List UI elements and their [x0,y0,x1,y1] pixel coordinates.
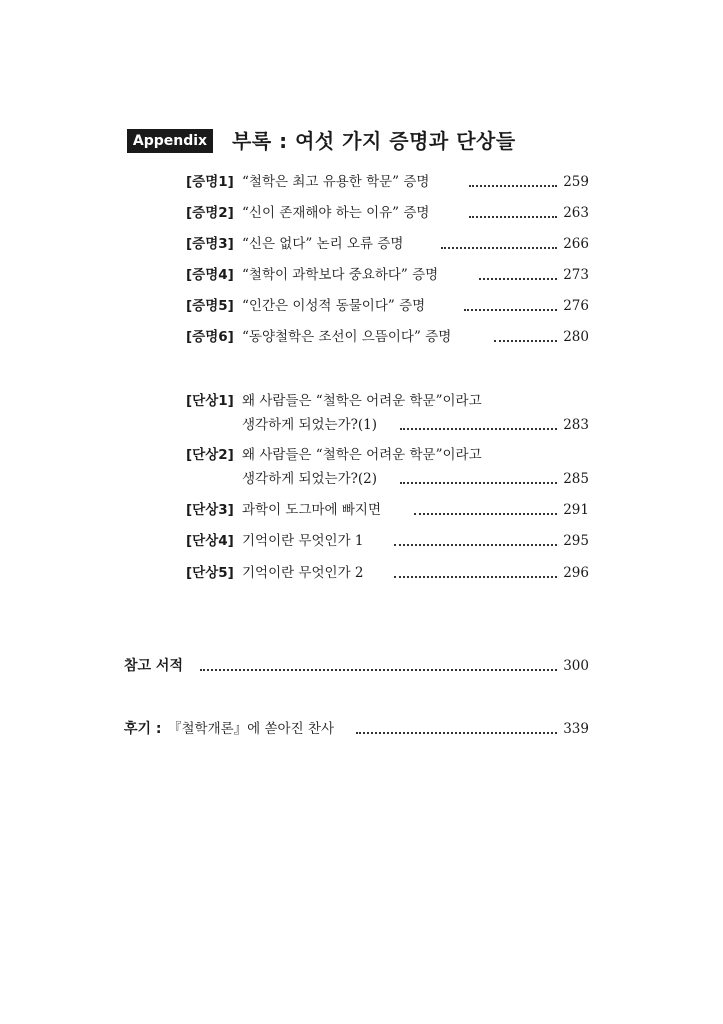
entry-page: 273 [563,267,589,283]
entry-page: 283 [563,417,589,433]
leader-dots [394,544,557,546]
leader-dots [494,340,557,342]
leader-dots [479,278,557,280]
leader-dots [469,216,557,218]
entry-label: [증명2] [186,205,234,221]
entry-page: 339 [563,721,589,737]
toc-entry-thought-1[interactable] [186,389,589,439]
leader-dots [356,732,557,734]
leader-dots [441,247,557,249]
entry-label: [증명4] [186,267,234,283]
toc-entry-thought-2[interactable] [186,443,589,493]
entry-label: [단상2] [186,447,234,463]
entry-label: [증명6] [186,329,234,345]
toc-entry-thought-4[interactable] [186,529,589,553]
entry-page: 295 [563,533,589,549]
toc-entry-proof-1[interactable] [186,170,589,194]
toc-entry-proof-6[interactable] [186,325,589,349]
entry-title-line1: 왜 사람들은 “철학은 어려운 학문”이라고 [242,447,482,463]
entry-title: “철학이 과학보다 중요하다” 증명 [242,267,439,283]
leader-dots [464,309,557,311]
leader-dots [400,482,557,484]
entry-page: 259 [563,174,589,190]
entry-title: “동양철학은 조선이 으뜸이다” 증명 [242,329,452,345]
toc-entry-thought-3[interactable] [186,498,589,522]
entry-title-line2: 생각하게 되었는가?(2) [242,471,377,487]
entry-page: 285 [563,471,589,487]
appendix-badge: Appendix [127,129,213,153]
leader-dots [394,576,557,578]
entry-title: “신은 없다” 논리 오류 증명 [242,236,404,252]
appendix-header [127,127,527,159]
entry-page: 280 [563,329,589,345]
toc-entry-proof-3[interactable] [186,232,589,256]
entry-label: [단상3] [186,502,234,518]
toc-entry-proof-4[interactable] [186,263,589,287]
entry-title-line2: 생각하게 되었는가?(1) [242,417,377,433]
entry-page: 276 [563,298,589,314]
entry-title-line1: 왜 사람들은 “철학은 어려운 학문”이라고 [242,393,482,409]
entry-label: [증명3] [186,236,234,252]
toc-entry-references[interactable] [124,654,589,678]
leader-dots [469,185,557,187]
entry-page: 266 [563,236,589,252]
entry-title: 『철학개론』에 쏟아진 찬사 [168,721,334,737]
entry-label: 참고 서적 [124,658,183,674]
entry-title: 기억이란 무엇인가 1 [242,533,364,549]
entry-label: [단상1] [186,393,234,409]
entry-title: 과학이 도그마에 빠지면 [242,502,381,518]
entry-label: 후기 : [124,721,162,737]
entry-title: “신이 존재해야 하는 이유” 증명 [242,205,430,221]
entry-page: 300 [563,658,589,674]
entry-page: 263 [563,205,589,221]
entry-title: 기억이란 무엇인가 2 [242,565,364,581]
toc-entry-proof-5[interactable] [186,294,589,318]
leader-dots [200,669,557,671]
toc-entry-proof-2[interactable] [186,201,589,225]
entry-label: [단상4] [186,533,234,549]
entry-label: [증명1] [186,174,234,190]
toc-entry-afterword[interactable] [124,717,589,741]
entry-page: 296 [563,565,589,581]
entry-page: 291 [563,502,589,518]
entry-label: [단상5] [186,565,234,581]
entry-title: “철학은 최고 유용한 학문” 증명 [242,174,430,190]
leader-dots [400,428,557,430]
toc-entry-thought-5[interactable] [186,561,589,585]
entry-label: [증명5] [186,298,234,314]
leader-dots [414,513,557,515]
appendix-title: 부록 : 여섯 가지 증명과 단상들 [232,129,516,153]
entry-title: “인간은 이성적 동물이다” 증명 [242,298,426,314]
